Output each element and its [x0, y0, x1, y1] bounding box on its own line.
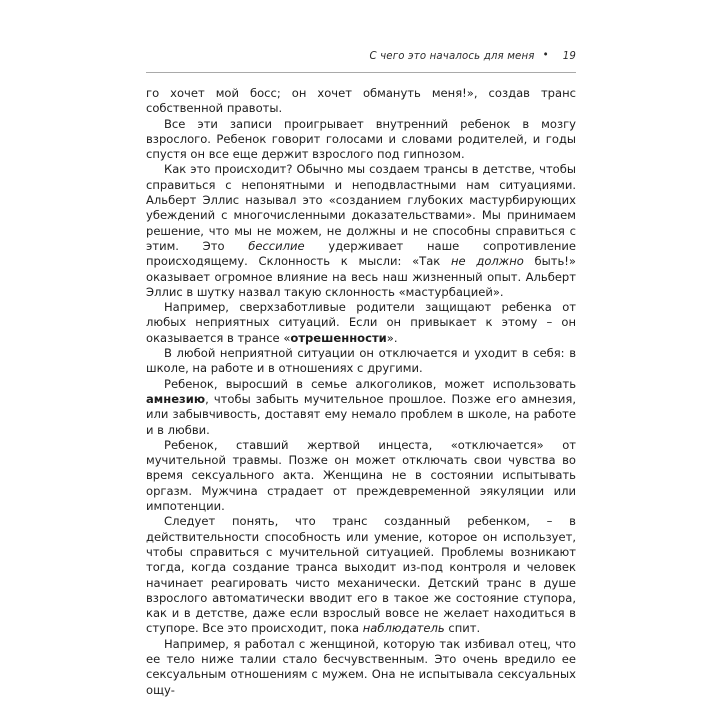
paragraph-6 [146, 377, 576, 438]
paragraph-6-text-a: Ребенок, выросший в семье алкоголиков, может использовать [164, 376, 576, 391]
paragraph-2 [146, 117, 576, 163]
running-head [146, 50, 576, 64]
paragraph-3-text-b: удерживает наше сопротивление происходящему. Склонность к мысли: «Так [146, 238, 576, 269]
emphasis-ne-dolzhno: не должно [451, 254, 524, 269]
paragraph-3-text-c: быть!» оказывает огромное влияние на весь наш жизненный опыт. Альберт Эллис в шутку назвал такую склонность «мастурбацией». [146, 254, 576, 299]
paragraph-4-text-b: ». [386, 330, 398, 345]
running-head-title: С чего это началось для меня [369, 51, 535, 62]
paragraph-3 [146, 162, 576, 300]
paragraph-4-text-a: Например, сверхзаботливые родители защищают ребенка от любых неприятных ситуаций. Если он привыкает к этому – он оказывается в трансе « [146, 300, 576, 345]
paragraph-8-text-a: Следует понять, что транс созданный ребенком, – в действительности способность или умение, которое он использует, чтобы справиться с мучительной ситуацией. Проблемы возникают тогда, когда создание транса выходит из-под контроля и человек начинает реагировать чисто механически. Детский транс в душе взрослого автоматически вводит его в такое же состояние ступора, как и в детстве, даже если взрослый вовсе не желает находиться в ступоре. Все это происходит, пока [146, 514, 576, 636]
paragraph-9-text: Например, я работал с женщиной, которую так избивал отец, что ее тело ниже талии стало бесчувственным. Это очень вредило ее сексуальным отношениям с мужем. Она не испытывала сексуальных ощу- [146, 636, 576, 697]
paragraph-7-text: Ребенок, ставший жертвой инцеста, «отключается» от мучительной травмы. Позже он может отключать свои чувства во время сексуального акта. Женщина не в состоянии испытывать оргазм. Мужчина страдает от преждевременной эякуляции или импотенции. [146, 437, 576, 514]
emphasis-bessilie: бессилие [248, 238, 305, 253]
paragraph-7 [146, 438, 576, 514]
paragraph-2-text: Все эти записи проигрывает внутренний ребенок в мозгу взрослого. Ребенок говорит голосами и словами родителей, и годы спустя он все еще держит взрослого под гипнозом. [146, 116, 576, 162]
bold-amneziyu: амнезию [146, 391, 206, 406]
paragraph-8 [146, 514, 576, 636]
page-content [146, 50, 576, 713]
paragraph-9 [146, 637, 576, 713]
bold-otreshennosti: отрешенности [290, 330, 387, 345]
header-divider [146, 72, 576, 73]
paragraph-6-text-b: , чтобы забыть мучительное прошлое. Позже его амнезия, или забывчивость, доставят ему немало проблем в школе, на работе и в любви. [146, 391, 576, 437]
running-head-bullet-icon: • [542, 50, 549, 61]
body-text [146, 86, 576, 713]
paragraph-3-text-a: Как это происходит? Обычно мы создаем трансы в детстве, чтобы справиться с непонятными и неподвластными нам ситуациями. Альберт Эллис называл это «созданием глубоких мастурбирующих убеждений с многочисленными доказательствами». Мы принимаем решение, что мы не можем, не должны и не способны справиться с этим. Это [146, 162, 576, 253]
emphasis-nablyudatel: наблюдатель [362, 621, 445, 636]
paragraph-8-text-b: спит. [444, 621, 481, 636]
page-number: 19 [562, 51, 576, 62]
paragraph-4 [146, 300, 576, 346]
paragraph-1-text: го хочет мой босс; он хочет обмануть меня!», создав транс собственной правоты. [146, 86, 576, 116]
paragraph-5 [146, 346, 576, 377]
paragraph-5-text: В любой неприятной ситуации он отключается и уходит в себя: в школе, на работе и в отношениях с другими. [146, 346, 576, 376]
paragraph-1 [146, 86, 576, 117]
